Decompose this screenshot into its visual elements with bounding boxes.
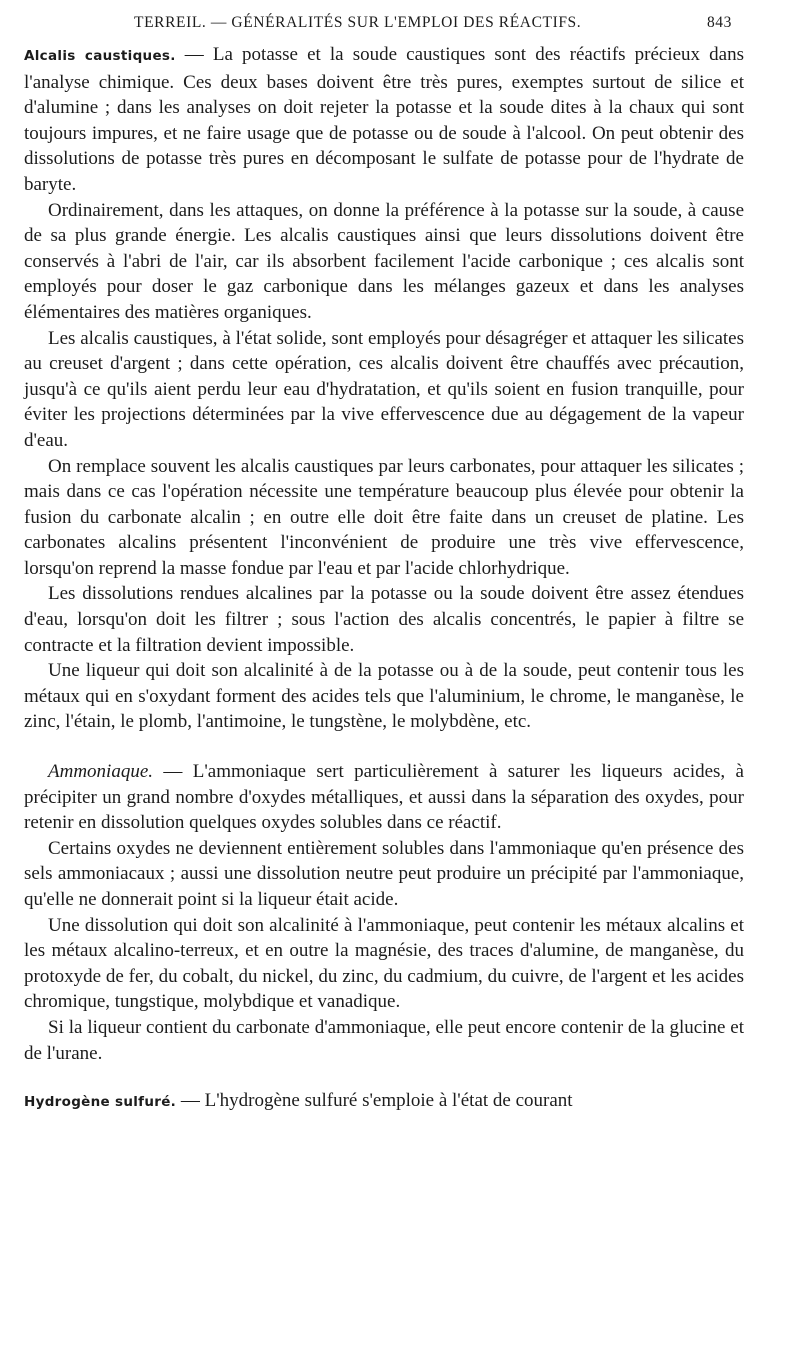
paragraph-text: — L'hydrogène sulfuré s'emploie à l'état de courant <box>176 1090 573 1112</box>
paragraph: Ordinairement, dans les attaques, on donne la préférence à la potasse sur la soude, à cause de sa plus grande énergie. Les alcalis caustiques ainsi que leurs dissolutions doivent être conservés à l'abri de l'air, car ils absorbent facilement l'acide carbonique ; ces alcalis sont employés pour doser le gaz carbonique dans les mélanges gazeux et dans les analyses élémentaires des matières organiques. <box>24 199 744 323</box>
book-page <box>24 14 744 1116</box>
paragraph: Si la liqueur contient du carbonate d'ammoniaque, elle peut encore contenir de la glucine et de l'urane. <box>24 1016 744 1064</box>
paragraph: On remplace souvent les alcalis caustiques par leurs carbonates, pour attaquer les silicates ; mais dans ce cas l'opération nécessite une température beaucoup plus élevée pour obtenir la fusion du carbonate alcalin ; en outre elle doit être faite dans un creuset de platine. Les carbonates alcalins présentent l'inconvénient de produire une très vive effervescence, lorsqu'on reprend la masse fondue par l'eau et par l'acide chlorhydrique. <box>24 455 744 579</box>
page-number: 843 <box>706 14 732 31</box>
paragraph: Une liqueur qui doit son alcalinité à de la potasse ou à de la soude, peut contenir tous les métaux qui en s'oxydant forment des acides tels que l'aluminium, le chrome, le manganèse, le zinc, l'étain, le plomb, l'antimoine, le tungstène, le molybdène, etc. <box>24 660 744 733</box>
paragraph: Les dissolutions rendues alcalines par la potasse ou la soude doivent être assez étendues d'eau, lorsqu'on doit les filtrer ; sous l'action des alcalis concentrés, le papier à filtre se contracte et la filtration devient impossible. <box>24 583 744 656</box>
paragraph: Certains oxydes ne deviennent entièrement solubles dans l'ammoniaque qu'en présence des sels ammoniacaux ; aussi une dissolution neutre peut produire un précipité par l'ammoniaque, qu'elle ne donnerait point si la liqueur était acide. <box>24 837 744 910</box>
paragraph: Une dissolution qui doit son alcalinité à l'ammoniaque, peut contenir les métaux alcalins et les métaux alcalino-terreux, et en outre la magnésie, des traces d'alumine, de manganèse, du protoxyde de fer, du cobalt, du nickel, du zinc, du cadmium, du cuivre, de l'argent et les acides chromique, tungstique, molybdique et vanadique. <box>24 914 744 1013</box>
paragraph-alcalis-intro <box>24 42 744 198</box>
paragraph-ammoniaque-intro <box>24 759 744 836</box>
section-heading-hydrogene: Hydrogène sulfuré. <box>24 1094 177 1111</box>
paragraph-text: — L'ammoniaque sert particulièrement à saturer les liqueurs acides, à précipiter un grand nombre d'oxydes métalliques, et aussi dans la séparation des oxydes, pour retenir en dissolution quelques oxydes solubles dans ce réactif. <box>24 761 744 834</box>
paragraph-text: — La potasse et la soude caustiques sont des réactifs précieux dans l'analyse chimique. Ces deux bases doivent être très pures, exemptes surtout de silice et d'alumine ; dans les analyses on doit rejeter la potasse et la soude dites à la chaux qui sont toujours impures, et ne faire usage que de potasse ou de soude à l'alcool. On peut obtenir des dissolutions de potasse très pures en décomposant le sulfate de potasse pour de l'hydrate de baryte. <box>24 44 744 195</box>
paragraph: Les alcalis caustiques, à l'état solide, sont employés pour désagréger et attaquer les silicates au creuset d'argent ; dans cette opération, ces alcalis doivent être chauffés avec précaution, jusqu'à ce qu'ils aient perdu leur eau d'hydratation, et qu'ils soient en fusion tranquille, pour éviter les projections déterminées par la vive effervescence due au dégagement de la vapeur d'eau. <box>24 327 744 451</box>
running-title: TERREIL. — GÉNÉRALITÉS SUR L'EMPLOI DES RÉACTIFS. <box>134 14 582 31</box>
section-heading-ammoniaque: Ammoniaque. <box>48 761 154 783</box>
page-header <box>24 14 744 42</box>
paragraph-hydrogene-intro <box>24 1088 744 1116</box>
section-heading-alcalis: Alcalis caustiques. <box>24 48 176 64</box>
